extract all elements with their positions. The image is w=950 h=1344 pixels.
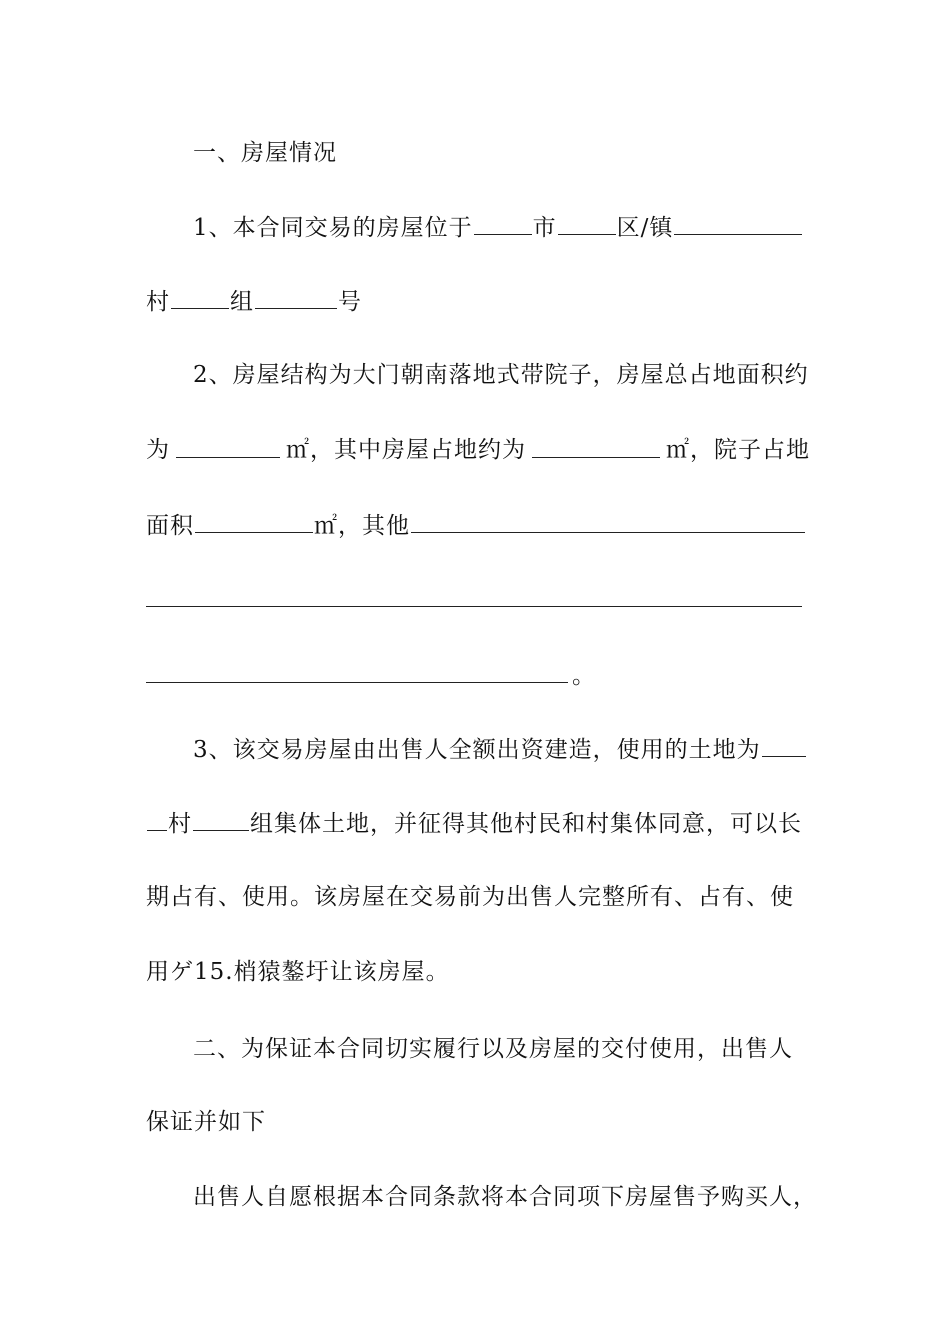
item1-location-line2: 村 组 号 — [146, 286, 810, 317]
item3-land-line2: 村 组集体土地，并征得其他村民和村集体同意，可以长 — [146, 808, 810, 839]
group-blank — [255, 286, 337, 309]
section2-heading-line2: 保证并如下 — [146, 1109, 266, 1135]
house-area-blank — [532, 435, 660, 458]
yard-area-blank — [195, 510, 313, 533]
period-mark: 。 — [572, 663, 596, 689]
other-blank-line3 — [146, 682, 568, 683]
section2-paragraph-line: 出售人自愿根据本合同条款将本合同项下房屋售予购买人， — [193, 1184, 817, 1210]
town-blank — [674, 212, 802, 235]
item3-land-line4: 用ゲ15.梢猿鏊圩让该房屋。 — [146, 959, 450, 985]
item3-land-line1: 3、该交易房屋由出售人全额出资建造，使用的土地为 — [193, 734, 810, 765]
land-blank — [762, 734, 806, 757]
other-blank — [411, 510, 805, 533]
village-blank — [171, 286, 229, 309]
village-name-blank — [147, 808, 167, 831]
total-area-blank — [176, 435, 280, 458]
section-heading-house-info: 一、房屋情况 — [193, 140, 337, 166]
district-blank — [558, 212, 616, 235]
city-blank — [474, 212, 532, 235]
item2-area-line2: 为 ㎡，其中房屋占地约为 ㎡，院子占地 — [146, 437, 810, 463]
other-blank-line2 — [146, 606, 802, 607]
item1-location-line1: 1、本合同交易的房屋位于 市 区/镇 — [193, 212, 810, 243]
group-name-blank — [193, 808, 249, 831]
item2-structure-line1: 2、房屋结构为大门朝南落地式带院子，房屋总占地面积约 — [193, 362, 809, 388]
item3-land-line3: 期占有、使用。该房屋在交易前为出售人完整所有、占有、使 — [146, 884, 794, 910]
item2-area-line3: 面积 ㎡，其他 — [146, 510, 810, 541]
section2-heading-line1: 二、为保证本合同切实履行以及房屋的交付使用，出售人 — [193, 1036, 793, 1062]
